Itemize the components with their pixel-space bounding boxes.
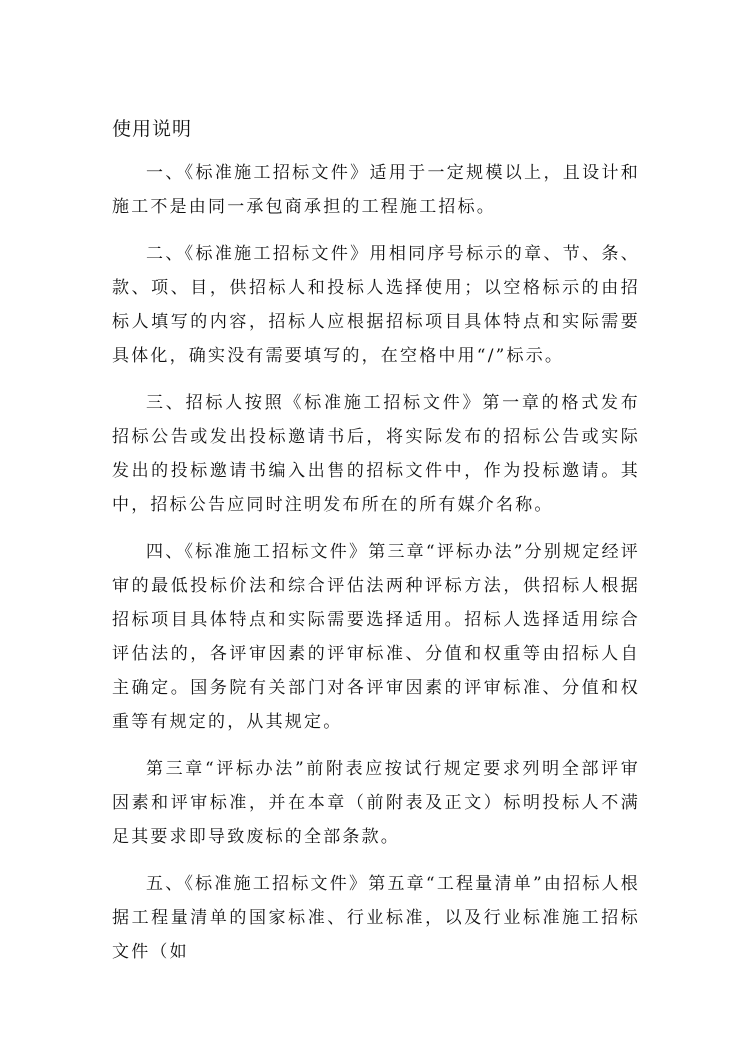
paragraph-5: 第三章“评标办法”前附表应按试行规定要求列明全部评审因素和评审标准，并在本章（前附表及正文）标明投标人不满足其要求即导致废标的全部条款。: [112, 759, 640, 847]
document-body: [112, 112, 640, 982]
paragraph-2: 二、《标准施工招标文件》用相同序号标示的章、节、条、款、项、目，供招标人和投标人选择使用；以空格标示的由招标人填写的内容，招标人应根据招标项目具体特点和实际需要具体化，确实没有需要填写的，在空格中用“/”标示。: [112, 244, 640, 366]
paragraph-1: 一、《标准施工招标文件》适用于一定规模以上，且设计和施工不是由同一承包商承担的工程施工招标。: [112, 163, 640, 217]
paragraph-4: 四、《标准施工招标文件》第三章“评标办法”分别规定经评审的最低投标价法和综合评估法两种评标方法，供招标人根据招标项目具体特点和实际需要选择适用。招标人选择适用综合评估法的，各评审因素的评审标准、分值和权重等由招标人自主确定。国务院有关部门对各评审因素的评审标准、分值和权重等有规定的，从其规定。: [112, 542, 640, 732]
document-title: 使用说明: [112, 118, 193, 140]
paragraph-6: 五、《标准施工招标文件》第五章“工程量清单”由招标人根据工程量清单的国家标准、行业标准，以及行业标准施工招标文件（如: [112, 874, 640, 962]
paragraph-3: 三、招标人按照《标准施工招标文件》第一章的格式发布招标公告或发出投标邀请书后，将实际发布的招标公告或实际发出的投标邀请书编入出售的招标文件中，作为投标邀请。其中，招标公告应同时注明发布所在的所有媒介名称。: [112, 393, 640, 515]
